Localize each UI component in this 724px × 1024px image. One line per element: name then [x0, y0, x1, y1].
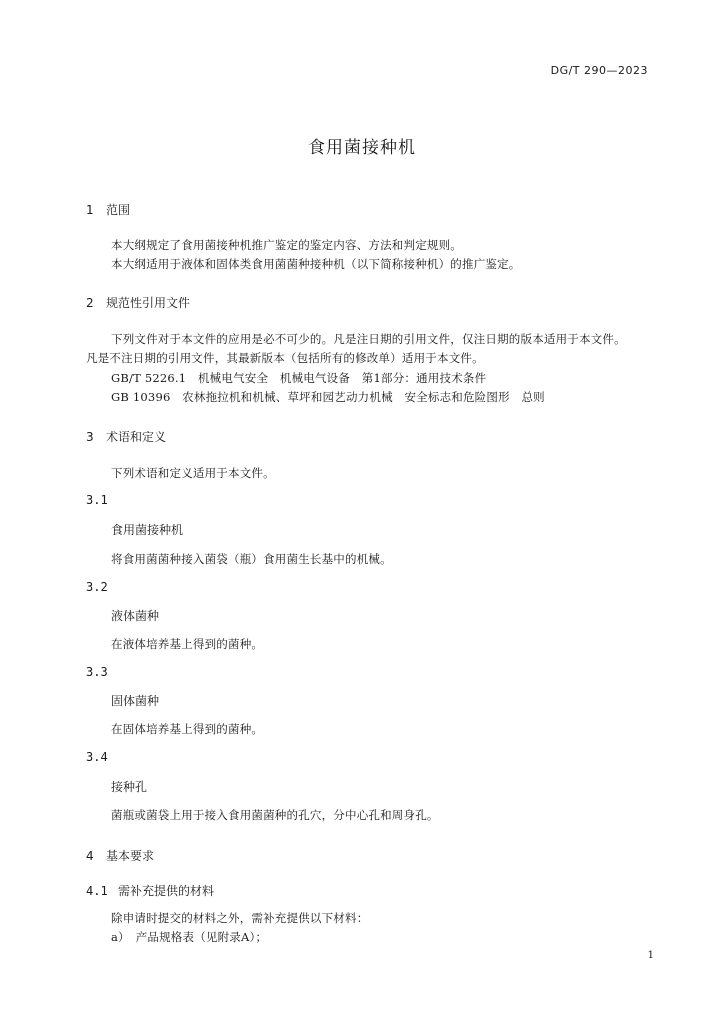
- term-definition: 在固体培养基上得到的菌种。: [111, 722, 264, 736]
- term-name: 食用菌接种机: [111, 523, 184, 537]
- section-title: 规范性引用文件: [106, 296, 191, 310]
- subsection-4-1-heading: [86, 882, 214, 899]
- paragraph: 除申请时提交的材料之外，需补充提供以下材料：: [111, 911, 369, 925]
- clause-number: 3.1: [86, 493, 108, 507]
- paragraph: 本大纲适用于液体和固体类食用菌菌种接种机（以下简称接种机）的推广鉴定。: [111, 257, 521, 271]
- term-definition: 在液体培养基上得到的菌种。: [111, 637, 264, 651]
- section-number: 1: [86, 203, 94, 217]
- section-3-heading: [86, 428, 166, 445]
- reference-item: GB 10396 农林拖拉机和机械、草坪和园艺动力机械 安全标志和危险图形 总则: [111, 390, 545, 404]
- section-title: 范围: [106, 203, 131, 217]
- document-code: DG/T 290—2023: [550, 64, 648, 77]
- section-number: 4: [86, 849, 94, 863]
- clause-number: 3.2: [86, 580, 108, 594]
- paragraph: 下列文件对于本文件的应用是必不可少的。凡是注日期的引用文件，仅注日期的版本适用于本文件。: [111, 332, 626, 346]
- paragraph-continuation: 凡是不注日期的引用文件，其最新版本（包括所有的修改单）适用于本文件。: [86, 351, 484, 365]
- page-number: 1: [647, 950, 654, 961]
- section-4-heading: [86, 847, 154, 864]
- subsection-number: 4.1: [86, 884, 108, 898]
- clause-number: 3.4: [86, 750, 108, 764]
- paragraph: 本大纲规定了食用菌接种机推广鉴定的鉴定内容、方法和判定规则。: [111, 238, 462, 252]
- term-name: 接种孔: [111, 780, 148, 794]
- section-1-heading: [86, 201, 130, 218]
- section-title: 术语和定义: [106, 430, 167, 444]
- page-title: 食用菌接种机: [308, 138, 416, 158]
- subsection-title: 需补充提供的材料: [118, 884, 215, 898]
- paragraph: 下列术语和定义适用于本文件。: [111, 466, 275, 480]
- term-name: 液体菌种: [111, 609, 160, 623]
- term-definition: 菌瓶或菌袋上用于接入食用菌菌种的孔穴，分中心孔和周身孔。: [111, 808, 439, 822]
- section-2-heading: [86, 294, 190, 311]
- section-number: 2: [86, 296, 94, 310]
- reference-item: GB/T 5226.1 机械电气安全 机械电气设备 第1部分：通用技术条件: [111, 371, 487, 385]
- term-name: 固体菌种: [111, 694, 160, 708]
- list-item: a） 产品规格表（见附录A）；: [111, 930, 268, 944]
- term-definition: 将食用菌菌种接入菌袋（瓶）食用菌生长基中的机械。: [111, 552, 392, 566]
- section-title: 基本要求: [106, 849, 155, 863]
- clause-number: 3.3: [86, 665, 108, 679]
- section-number: 3: [86, 430, 94, 444]
